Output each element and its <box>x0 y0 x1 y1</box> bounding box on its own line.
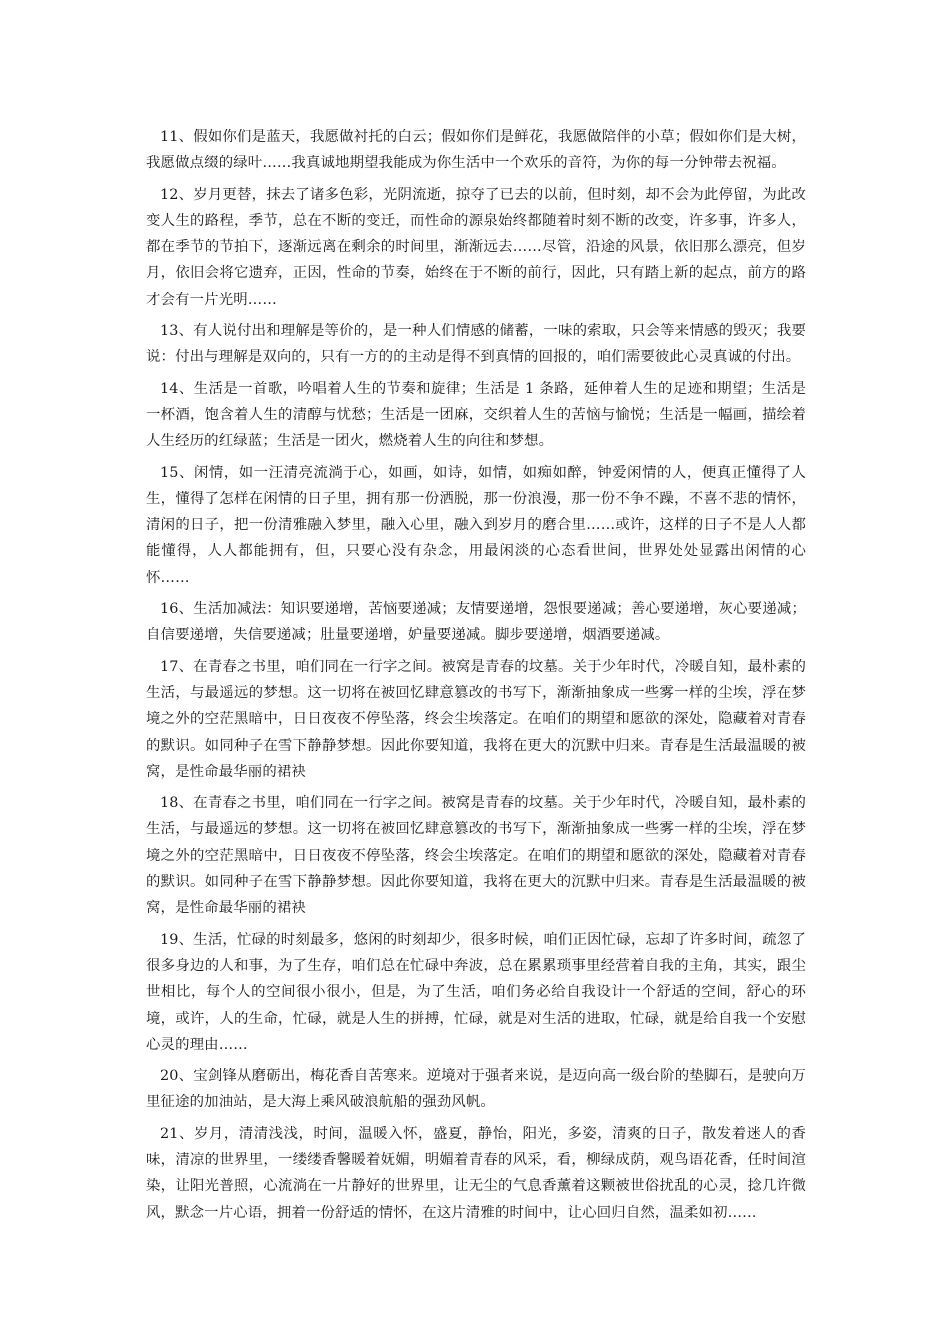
paragraph-12: 12、岁月更替，抹去了诸多色彩，光阴流逝，掠夺了已去的以前，但时刻，却不会为此停留，为此改变人生的路程，季节，总在不断的变迁，而性命的源泉始终都随着时刻不断的改变，许多事，许多人，都在季节的节拍下，逐渐远离在剩余的时间里，渐渐远去……尽管，沿途的风景，依旧那么漂亮，但岁月，依旧会将它遗弃，正因，性命的节奏，始终在于不断的前行，因此，只有踏上新的起点，前方的路才会有一片光明…… <box>146 186 806 308</box>
paragraph-16: 16、生活加减法：知识要递增，苦恼要递减；友情要递增，怨恨要递减；善心要递增，灰心要递减；自信要递增，失信要递减；肚量要递增，妒量要递减。脚步要递增，烟酒要递减。 <box>146 601 806 644</box>
document-body <box>146 124 806 1231</box>
paragraph-17: 17、在青春之书里，咱们同在一行字之间。被窝是青春的坟墓。关于少年时代，冷暖自知，最朴素的生活，与最遥远的梦想。这一切将在被回忆肆意篡改的书写下，渐渐抽象成一些雾一样的尘埃，浮在梦境之外的空茫黑暗中，日日夜夜不停坠落，终会尘埃落定。在咱们的期望和愿欲的深处，隐藏着对青春的默识。如同种子在雪下静静梦想。因此你要知道，我将在更大的沉默中归来。青春是生活最温暖的被窝，是性命最华丽的裙袂 <box>146 658 806 780</box>
paragraph-21: 21、岁月，清清浅浅，时间，温暖入怀，盛夏，静怡，阳光，多姿，清爽的日子，散发着迷人的香味，清凉的世界里，一缕缕香馨暖着妩媚，明媚着青春的风采，看，柳绿成荫，观鸟语花香，任时间渲染，让阳光普照，心流淌在一片静好的世界里，让无尘的气息香薰着这颗被世俗扰乱的心灵，捻几许微风，默念一片心语，拥着一份舒适的情怀，在这片清雅的时间中，让心回归自然，温柔如初…… <box>146 1125 806 1221</box>
paragraph-20: 20、宝剑锋从磨砺出，梅花香自苦寒来。逆境对于强者来说，是迈向高一级台阶的垫脚石，是驶向万里征途的加油站，是大海上乘风破浪航船的强劲风帆。 <box>146 1068 806 1111</box>
paragraph-18: 18、在青春之书里，咱们同在一行字之间。被窝是青春的坟墓。关于少年时代，冷暖自知，最朴素的生活，与最遥远的梦想。这一切将在被回忆肆意篡改的书写下，渐渐抽象成一些雾一样的尘埃，浮在梦境之外的空茫黑暗中，日日夜夜不停坠落，终会尘埃落定。在咱们的期望和愿欲的深处，隐藏着对青春的默识。如同种子在雪下静静梦想。因此你要知道，我将在更大的沉默中归来。青春是生活最温暖的被窝，是性命最华丽的裙袂 <box>146 795 806 917</box>
paragraph-19: 19、生活，忙碌的时刻最多，悠闲的时刻却少，很多时候，咱们正因忙碌，忘却了许多时间，疏忽了很多身边的人和事，为了生存，咱们总在忙碌中奔波，总在累累琐事里经营着自我的主角，其实，跟尘世相比，每个人的空间很小很小，但是，为了生活，咱们务必给自我设计一个舒适的空间，舒心的环境，或许，人的生命，忙碌，就是人生的拼搏，忙碌，就是对生活的进取，忙碌，就是给自我一个安慰心灵的理由…… <box>146 931 806 1053</box>
paragraph-15: 15、闲情，如一汪清亮流淌于心，如画，如诗，如情，如痴如醉，钟爱闲情的人，便真正懂得了人生，懂得了怎样在闲情的日子里，拥有那一份洒脱，那一份浪漫，那一份不争不躁，不喜不悲的情怀，清闲的日子，把一份清雅融入梦里，融入心里，融入到岁月的磨合里……或许，这样的日子不是人人都能懂得，人人都能拥有，但，只要心没有杂念，用最闲淡的心态看世间，世界处处显露出闲情的心怀…… <box>146 464 806 586</box>
paragraph-11: 11、假如你们是蓝天，我愿做衬托的白云；假如你们是鲜花，我愿做陪伴的小草；假如你们是大树，我愿做点缀的绿叶……我真诚地期望我能成为你生活中一个欢乐的音符，为你的每一分钟带去祝福。 <box>146 129 806 172</box>
paragraph-13: 13、有人说付出和理解是等价的，是一种人们情感的储蓄，一味的索取，只会等来情感的毁灭；我要说：付出与理解是双向的，只有一方的的主动是得不到真情的回报的，咱们需要彼此心灵真诚的付出。 <box>146 323 806 366</box>
paragraph-14: 14、生活是一首歌，吟唱着人生的节奏和旋律；生活是 1 条路，延伸着人生的足迹和期望；生活是一杯酒，饱含着人生的清醇与忧愁；生活是一团麻，交织着人生的苦恼与愉悦；生活是一幅画，描绘着人生经历的红绿蓝；生活是一团火，燃烧着人生的向往和梦想。 <box>146 380 806 450</box>
